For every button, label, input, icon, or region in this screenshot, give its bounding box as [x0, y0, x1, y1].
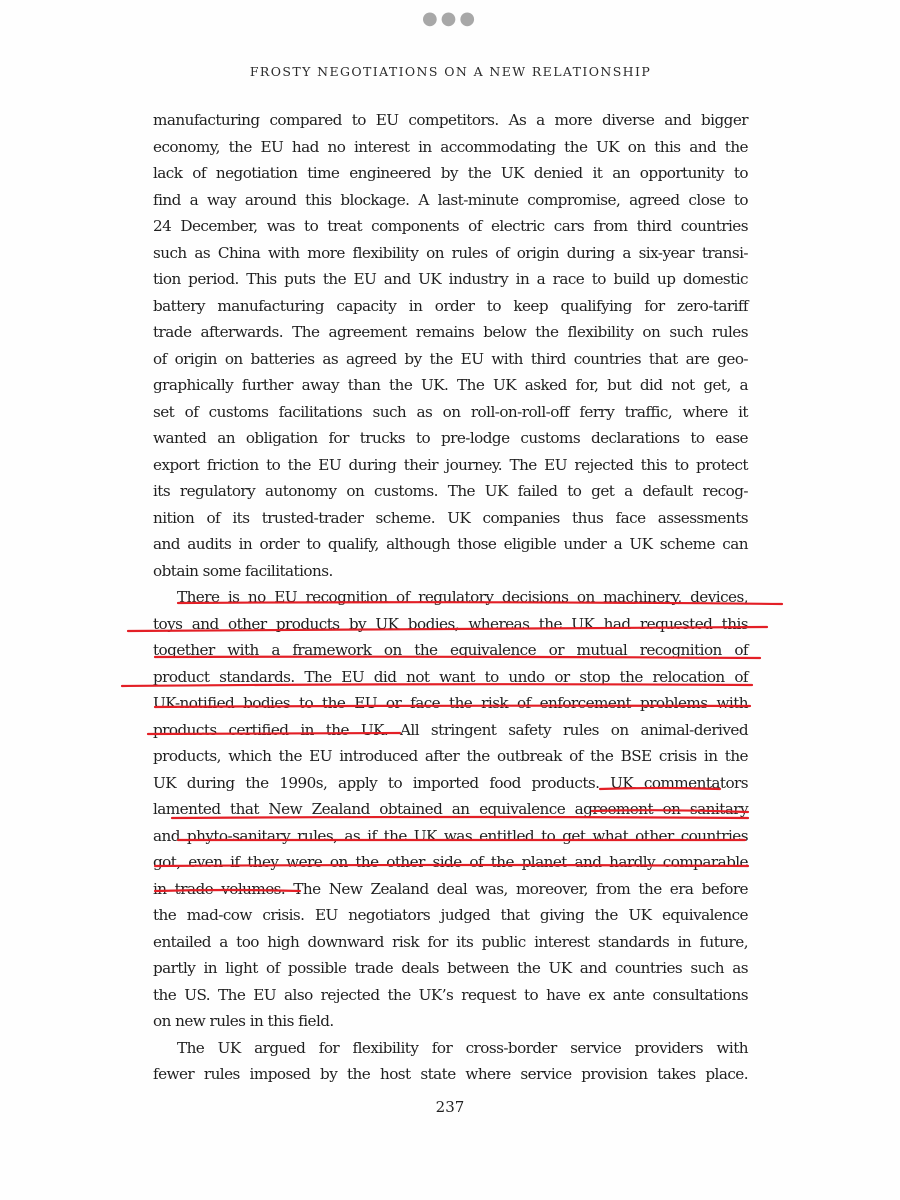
text-line: The UK argued for flexibility for cross-border service providers with — [177, 1038, 748, 1057]
text-line: entailed a too high downward risk for its public interest standards in future, — [153, 932, 748, 951]
text-line: manufacturing compared to EU competitors. As a more diverse and bigger — [153, 111, 748, 129]
text-line: find a way around this blockage. A last-minute compromise, agreed close to — [153, 190, 748, 209]
text-line: on new rules in this field. — [153, 1012, 334, 1030]
text-line: its regulatory autonomy on customs. The UK failed to get a default recog- — [153, 482, 748, 500]
text-line: such as China with more flexibility on rules of origin during a six-year transi- — [153, 243, 748, 262]
text-line: nition of its trusted-trader scheme. UK companies thus face assessments — [153, 508, 748, 527]
text-line: export friction to the EU during their journey. The EU rejected this to protect — [153, 455, 748, 474]
text-line: got, even if they were on the other side of the planet and hardly comparable — [153, 853, 748, 871]
text-line: battery manufacturing capacity in order to keep qualifying for zero-tariff — [153, 296, 748, 315]
page-number: 237 — [435, 1098, 465, 1116]
text-line: partly in light of possible trade deals between the UK and countries such as — [153, 959, 748, 977]
text-line: of origin on batteries as agreed by the EU with third countries that are geo- — [153, 349, 748, 368]
text-line: in trade volumes. The New Zealand deal was, moreover, from the era before — [153, 879, 748, 898]
text-line: toys and other products by UK bodies, whereas the UK had requested this — [153, 614, 748, 633]
text-line: the US. The EU also rejected the UK’s request to have ex ante consultations — [153, 985, 748, 1004]
ellipsis-menu-icon[interactable]: ●●● — [421, 8, 479, 29]
text-line: trade afterwards. The agreement remains below the flexibility on such rules — [153, 323, 748, 341]
text-line: fewer rules imposed by the host state where service provision takes place. — [153, 1065, 748, 1083]
text-line: graphically further away than the UK. The UK asked for, but did not get, a — [153, 376, 748, 394]
text-line: products certified in the UK. All stringent safety rules on animal-derived — [153, 720, 748, 739]
body-text — [153, 107, 748, 1088]
running-head: FROSTY NEGOTIATIONS ON A NEW RELATIONSHIP — [249, 64, 652, 79]
text-line: wanted an obligation for trucks to pre-lodge customs declarations to ease — [153, 429, 748, 447]
text-line: There is no EU recognition of regulatory decisions on machinery, devices, — [177, 588, 748, 606]
text-line: and phyto-sanitary rules, as if the UK was entitled to get what other countries — [153, 826, 748, 845]
text-line: products, which the EU introduced after the outbreak of the BSE crisis in the — [153, 747, 748, 765]
text-line: together with a framework on the equivalence or mutual recognition of — [153, 641, 748, 659]
text-line: economy, the EU had no interest in accommodating the UK on this and the — [153, 137, 748, 156]
text-line: and audits in order to qualify, although those eligible under a UK scheme can — [153, 535, 748, 553]
text-line: UK during the 1990s, apply to imported food products. UK commentators — [153, 773, 748, 792]
text-line: product standards. The EU did not want to undo or stop the relocation of — [153, 667, 748, 686]
text-line: lamented that New Zealand obtained an equivalence agreement on sanitary — [153, 800, 748, 818]
text-line: UK-notified bodies to the EU or face the risk of enforcement problems with — [153, 694, 748, 712]
text-line: 24 December, was to treat components of electric cars from third countries — [153, 217, 748, 235]
text-line: tion period. This puts the EU and UK industry in a race to build up domestic — [153, 270, 748, 288]
text-line: set of customs facilitations such as on roll-on-roll-off ferry traffic, where it — [153, 402, 748, 421]
text-line: lack of negotiation time engineered by the UK denied it an opportunity to — [153, 164, 748, 182]
text-line: the mad-cow crisis. EU negotiators judged that giving the UK equivalence — [153, 906, 748, 924]
text-line: obtain some facilitations. — [153, 561, 333, 580]
